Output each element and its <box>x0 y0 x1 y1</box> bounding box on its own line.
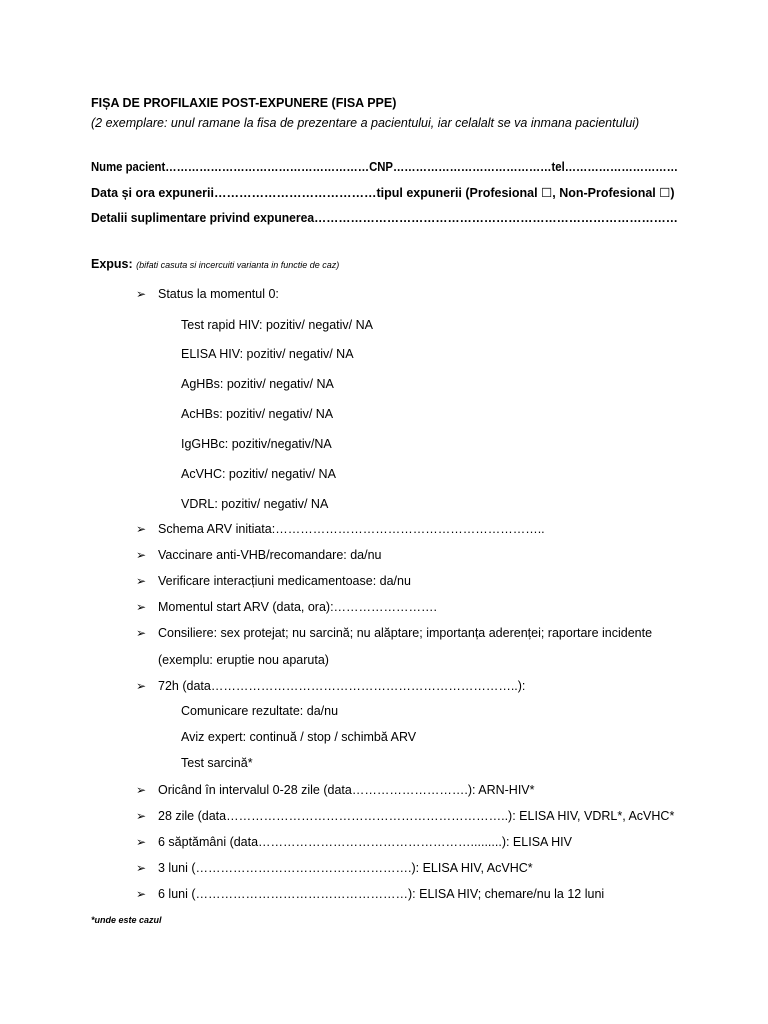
status-elisa-hiv: ELISA HIV: pozitiv/ negativ/ NA <box>181 347 354 361</box>
h72-item: 72h (data………………………………………………………………..): <box>158 679 526 693</box>
status-acvhc: AcVHC: pozitiv/ negativ/ NA <box>181 467 336 481</box>
exposure-details-line: Detalii suplimentare privind expunerea……………………………………………………………………………… <box>91 211 678 225</box>
arrow-icon: ➢ <box>136 600 147 614</box>
exposure-date-line: Data și ora expunerii…………………………………tipul expunerii (Profesional ☐, Non-Profesional ☐) <box>91 186 675 200</box>
consiliere-continuation: (exemplu: eruptie nou aparuta) <box>158 653 329 667</box>
arrow-icon: ➢ <box>136 574 147 588</box>
oricand-item: Oricând în intervalul 0-28 zile (data……………………….): ARN-HIV* <box>158 783 535 797</box>
h72-comunicare: Comunicare rezultate: da/nu <box>181 704 339 718</box>
verificare-item: Verificare interacțiuni medicamentoase: da/nu <box>158 574 411 588</box>
form-subtitle: (2 exemplare: unul ramane la fisa de prezentare a pacientului, iar celalalt se va inmana pacientului) <box>91 116 640 130</box>
status-achbs: AcHBs: pozitiv/ negativ/ NA <box>181 407 334 421</box>
footnote: *unde este cazul <box>91 915 162 925</box>
consiliere-item: Consiliere: sex protejat; nu sarcină; nu alăptare; importanța aderenței; raportare incidente <box>158 626 653 640</box>
status-aghbs: AgHBs: pozitiv/ negativ/ NA <box>181 377 334 391</box>
arrow-icon: ➢ <box>136 835 147 849</box>
expus-section <box>91 256 339 273</box>
momentul-start-item: Momentul start ARV (data, ora):……………………. <box>158 600 438 614</box>
h72-test-sarcina: Test sarcină* <box>181 756 253 770</box>
arrow-icon: ➢ <box>136 522 147 536</box>
arrow-icon: ➢ <box>136 626 147 640</box>
status-igghbc: IgGHBc: pozitiv/negativ/NA <box>181 437 332 451</box>
status-item: Status la momentul 0: <box>158 287 279 301</box>
m6-item: 6 luni (……………………………………………): ELISA HIV; chemare/nu la 12 luni <box>158 887 605 901</box>
patient-line: Nume pacient………………………………………………CNP……………………………………tel………………………… <box>91 160 678 174</box>
arrow-icon: ➢ <box>136 809 147 823</box>
status-rapid-hiv: Test rapid HIV: pozitiv/ negativ/ NA <box>181 318 373 332</box>
arrow-icon: ➢ <box>136 887 147 901</box>
h72-aviz: Aviz expert: continuă / stop / schimbă ARV <box>181 730 417 744</box>
expus-note: (bifati casuta si incercuiti varianta in functie de caz) <box>136 260 340 270</box>
arrow-icon: ➢ <box>136 287 147 301</box>
arrow-icon: ➢ <box>136 783 147 797</box>
arrow-icon: ➢ <box>136 548 147 562</box>
w6-item: 6 săptămâni (data…………………………………………….........): ELISA HIV <box>158 835 572 849</box>
arrow-icon: ➢ <box>136 679 147 693</box>
vaccinare-item: Vaccinare anti-VHB/recomandare: da/nu <box>158 548 382 562</box>
status-vdrl: VDRL: pozitiv/ negativ/ NA <box>181 497 329 511</box>
schema-arv-item: Schema ARV initiata:……………………………………………………….. <box>158 522 545 536</box>
arrow-icon: ➢ <box>136 861 147 875</box>
expus-label: Expus: <box>91 257 133 271</box>
z28-item: 28 zile (data…………………………………………………………..): ELISA HIV, VDRL*, AcVHC* <box>158 809 675 823</box>
m3-item: 3 luni (…………………………………………….): ELISA HIV, AcVHC* <box>158 861 533 875</box>
form-title: FIȘA DE PROFILAXIE POST-EXPUNERE (FISA PPE) <box>91 96 397 110</box>
